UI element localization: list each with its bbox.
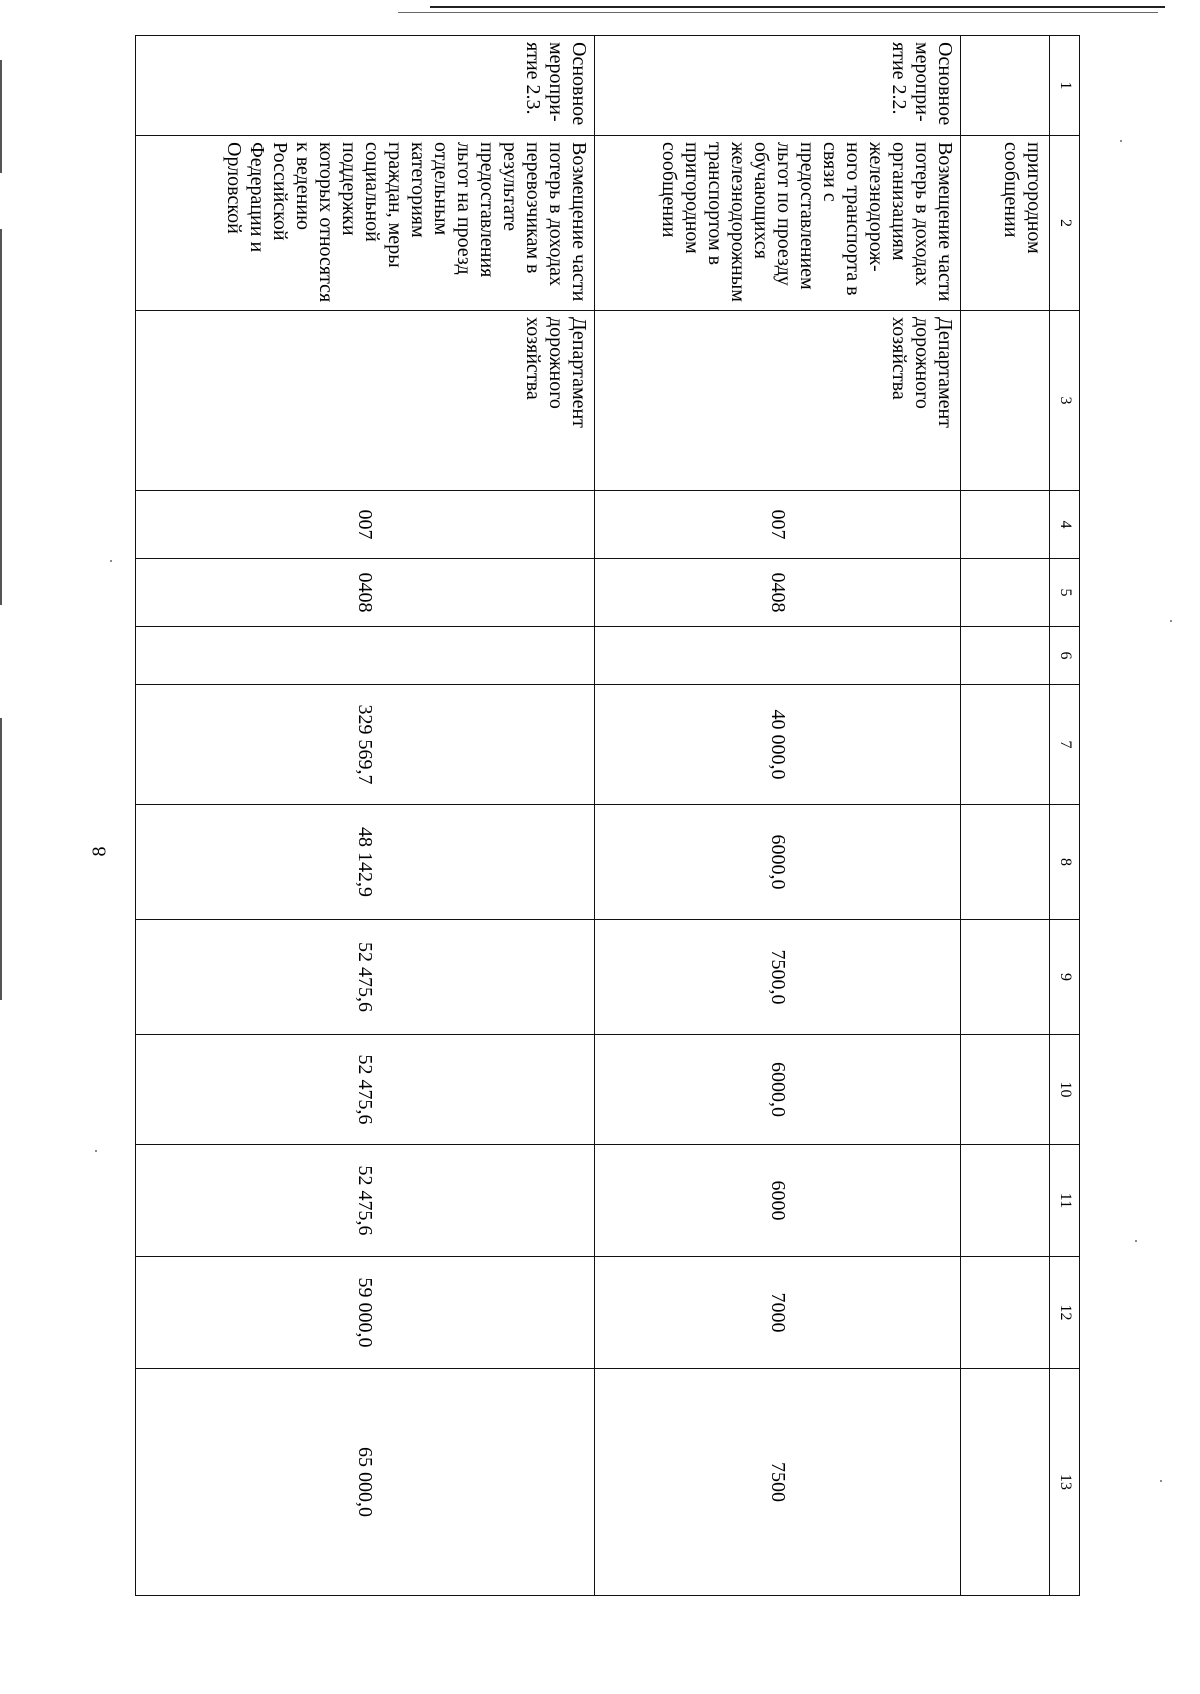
scan-speck: [1120, 140, 1122, 142]
cell-col11: 6000: [594, 1145, 961, 1257]
binding-margin-line: [0, 60, 2, 1000]
page-number: 8: [88, 846, 111, 857]
cell-activity: Основное меропри-ятие 2.2.: [594, 36, 961, 136]
cell-col9: [961, 920, 1050, 1035]
cell-col6: [136, 627, 595, 685]
column-number: 5: [1050, 559, 1080, 627]
cell-grbs: 007: [594, 491, 961, 559]
column-number: 8: [1050, 805, 1080, 920]
cell-description: Возмещение части потерь в доходах перевозчикам в результате предоставления льгот на проезд отдельным категориям граждан, меры социальной поддержки которых относятся к ведению Российской Федерации и Орловской: [136, 136, 595, 311]
cell-description: Возмещение части потерь в доходах организациям железнодорож-ного транспорта в связи с предоставлением льгот по проезду обучающихся железнодорожным транспортом в пригородном сообщении: [594, 136, 961, 311]
column-number: 6: [1050, 627, 1080, 685]
cell-col10: 6000,0: [594, 1035, 961, 1145]
cell-activity: [961, 36, 1050, 136]
column-number-row: [1050, 36, 1080, 1596]
cell-col11: 52 475,6: [136, 1145, 595, 1257]
column-number: 11: [1050, 1145, 1080, 1257]
column-number: 7: [1050, 685, 1080, 805]
cell-description: пригородном сообщении: [961, 136, 1050, 311]
table-row-activity-2-3: [136, 36, 595, 1596]
column-number: 9: [1050, 920, 1080, 1035]
scan-speck: [1170, 620, 1172, 622]
scan-speck: [1135, 1240, 1137, 1242]
cell-col10: [961, 1035, 1050, 1145]
scan-speck: [95, 1150, 97, 1152]
column-number: 12: [1050, 1257, 1080, 1369]
cell-col13: 65 000,0: [136, 1369, 595, 1596]
cell-col9: 52 475,6: [136, 920, 595, 1035]
top-thin-rule: [398, 12, 1158, 13]
cell-col9: 7500,0: [594, 920, 961, 1035]
table-row-activity-2-2: [594, 36, 961, 1596]
scan-speck: [1160, 1480, 1162, 1482]
table-row-continuation: [961, 36, 1050, 1596]
cell-responsible: [961, 311, 1050, 491]
cell-col6: [961, 627, 1050, 685]
cell-rzpr: 0408: [136, 559, 595, 627]
budget-table: [135, 35, 1080, 1596]
cell-rzpr: [961, 559, 1050, 627]
cell-col12: 59 000,0: [136, 1257, 595, 1369]
cell-rzpr: 0408: [594, 559, 961, 627]
cell-col12: 7000: [594, 1257, 961, 1369]
cell-col12: [961, 1257, 1050, 1369]
cell-grbs: [961, 491, 1050, 559]
cell-col13: 7500: [594, 1369, 961, 1596]
column-number: 13: [1050, 1369, 1080, 1596]
rotated-table-frame: [135, 35, 1080, 1595]
cell-activity: Основное меропри-ятие 2.3.: [136, 36, 595, 136]
cell-grbs: 007: [136, 491, 595, 559]
cell-col6: [594, 627, 961, 685]
column-number: 3: [1050, 311, 1080, 491]
top-border-rule: [430, 0, 1165, 8]
cell-responsible: Департамент дорожного хозяйства: [136, 311, 595, 491]
cell-col8: 6000,0: [594, 805, 961, 920]
cell-col11: [961, 1145, 1050, 1257]
cell-col7: [961, 685, 1050, 805]
scan-speck: [110, 560, 112, 562]
cell-col10: 52 475,6: [136, 1035, 595, 1145]
column-number: 10: [1050, 1035, 1080, 1145]
cell-col7: 329 569,7: [136, 685, 595, 805]
column-number: 2: [1050, 136, 1080, 311]
column-number: 1: [1050, 36, 1080, 136]
cell-responsible: Департамент дорожного хозяйства: [594, 311, 961, 491]
cell-col8: [961, 805, 1050, 920]
column-number: 4: [1050, 491, 1080, 559]
cell-col13: [961, 1369, 1050, 1596]
cell-col7: 40 000,0: [594, 685, 961, 805]
cell-col8: 48 142,9: [136, 805, 595, 920]
